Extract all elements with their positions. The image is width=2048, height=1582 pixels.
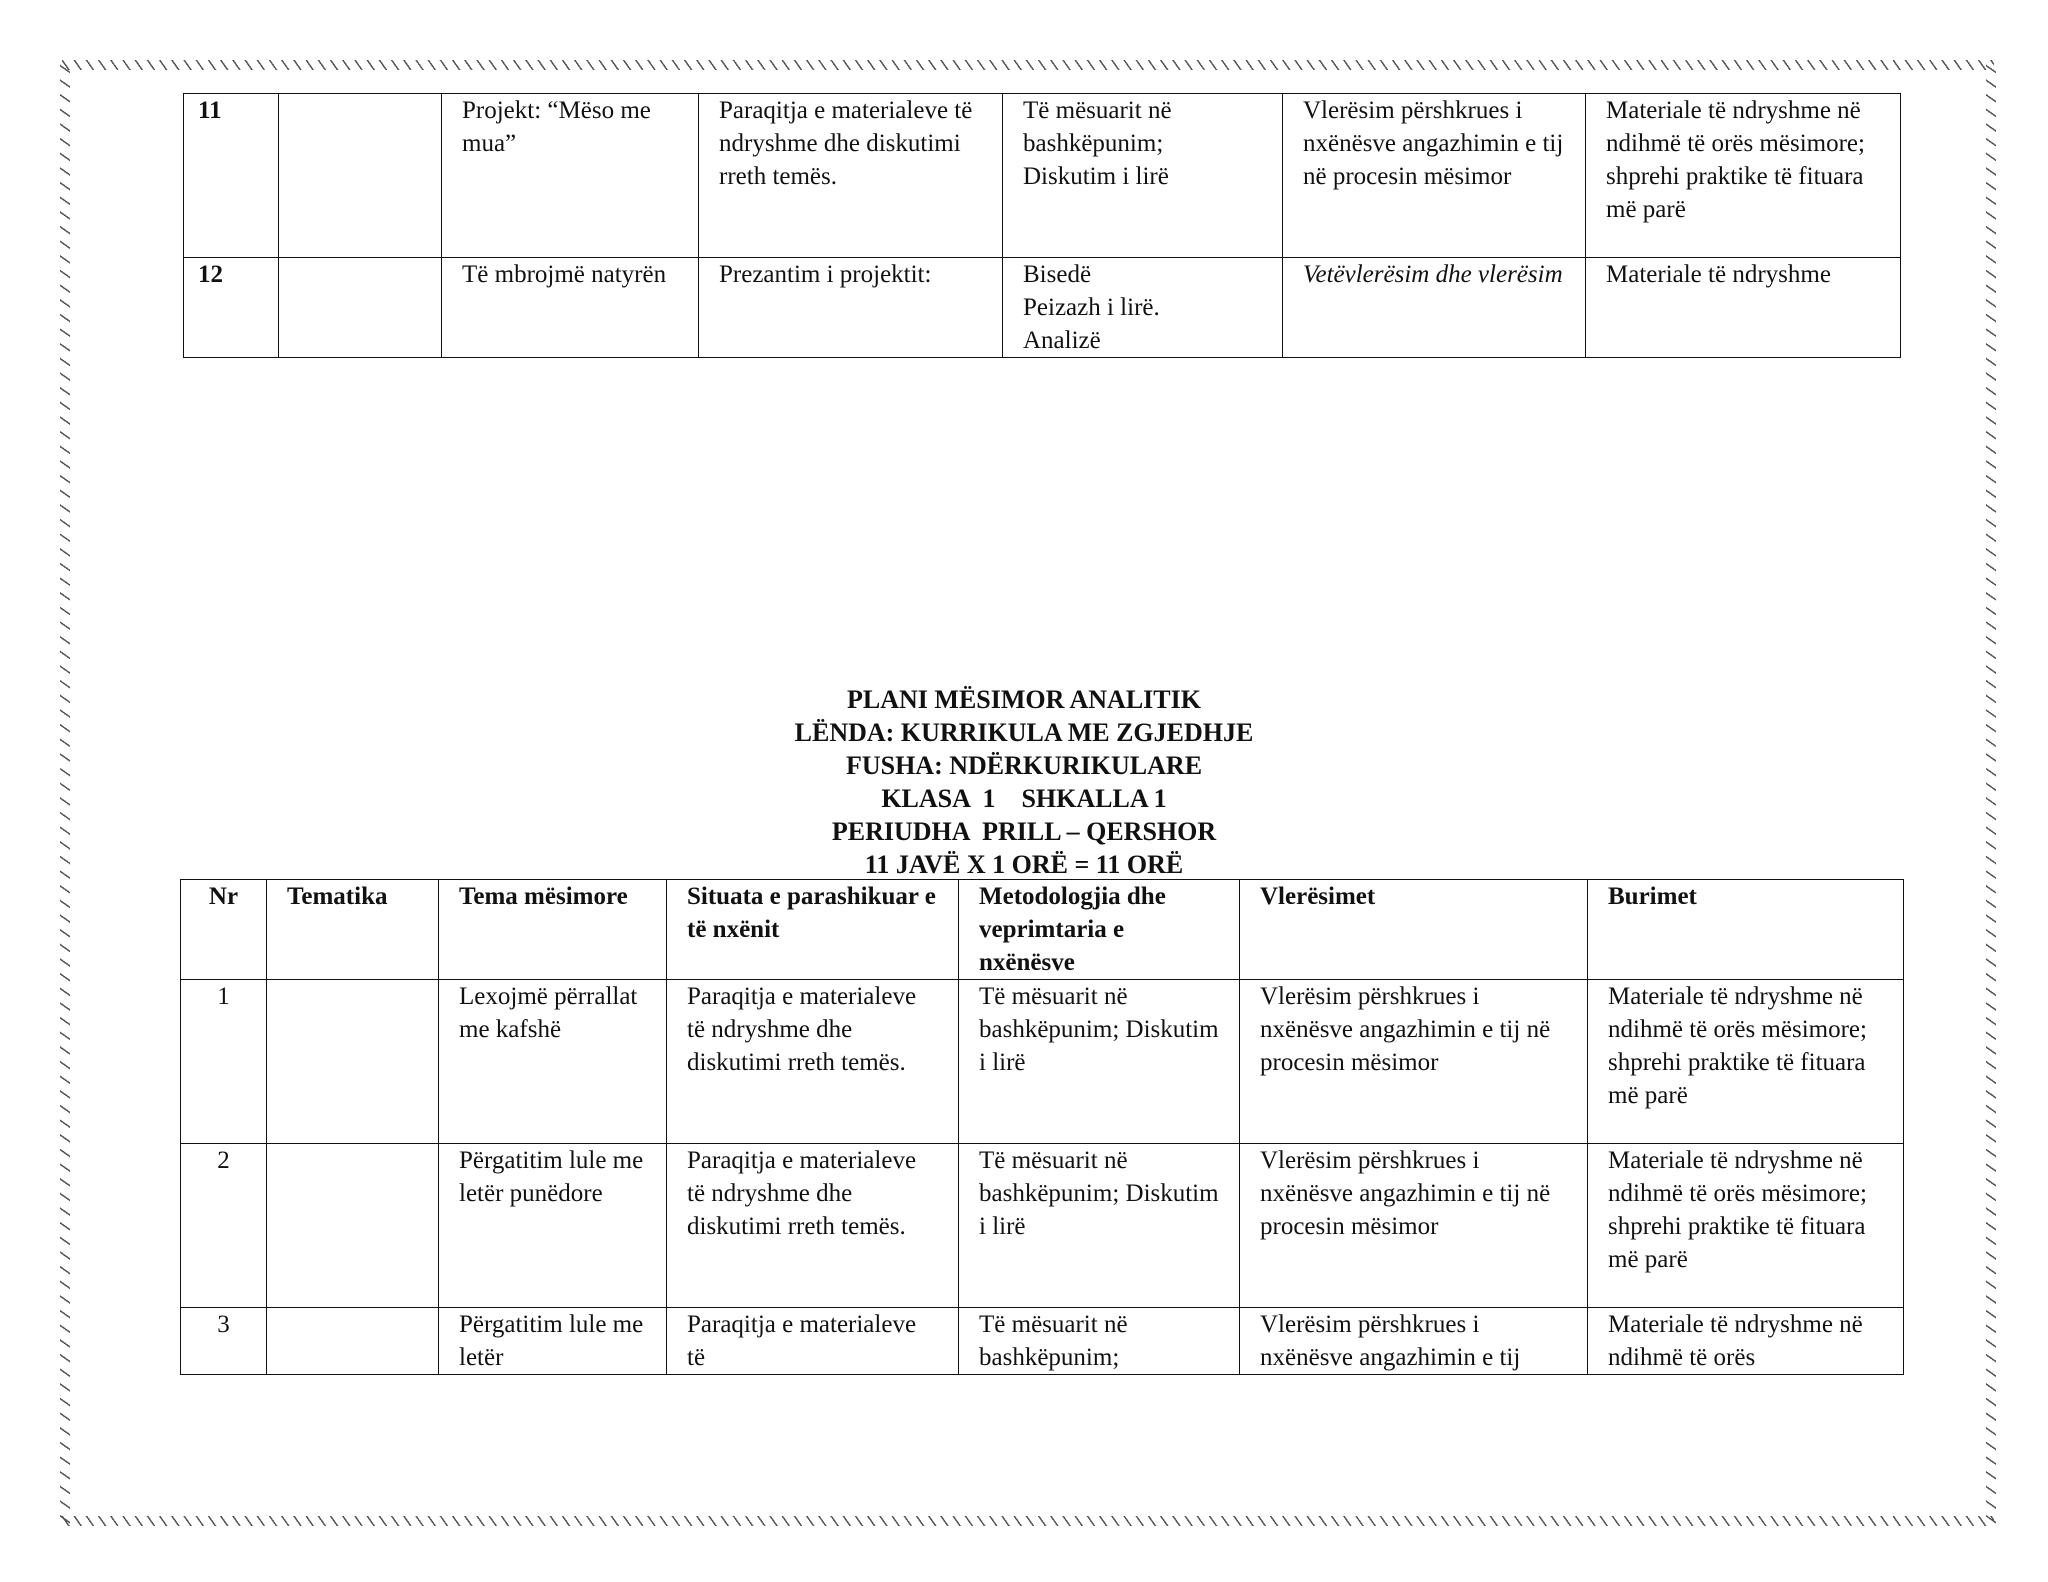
- situata-cell: Paraqitja e materialeve të: [667, 1308, 959, 1375]
- table-row: [184, 94, 1901, 258]
- tema-cell: Lexojmë përrallat me kafshë: [439, 980, 667, 1144]
- vleresimet-cell: Vlerësim përshkrues i nxënësve angazhimin e tij: [1240, 1308, 1588, 1375]
- vleresimet-cell: Vlerësim përshkrues i nxënësve angazhimin e tij në procesin mësimor: [1240, 980, 1588, 1144]
- row-number: 2: [181, 1144, 267, 1308]
- tema-cell: Të mbrojmë natyrën: [442, 258, 699, 358]
- heading-period: PERIUDHA PRILL – QERSHOR: [831, 817, 1217, 846]
- row-number: 1: [181, 980, 267, 1144]
- page-border-bottom: [62, 1516, 1994, 1526]
- row-number: 3: [181, 1308, 267, 1375]
- header-nr: Nr: [181, 880, 267, 980]
- metodologjia-line: Analizë: [1023, 327, 1101, 354]
- situata-cell: Paraqitja e materialeve të ndryshme dhe diskutimi rreth temës.: [699, 94, 1003, 258]
- burimet-cell: Materiale të ndryshme në ndihmë të orës mësimore; shprehi praktike të fituara më parë: [1588, 1144, 1904, 1308]
- header-tematika: Tematika: [267, 880, 439, 980]
- metodologjia-cell: Të mësuarit në bashkëpunim;: [959, 1308, 1240, 1375]
- row-number: 12: [184, 258, 279, 358]
- metodologjia-cell: [1003, 258, 1283, 358]
- tematika-cell: [279, 258, 442, 358]
- table-row: [181, 1308, 1904, 1375]
- header-tema: Tema mësimore: [439, 880, 667, 980]
- header-metodologjia: Metodologjia dhe veprimtaria e nxënësve: [959, 880, 1240, 980]
- page-border-top: [62, 60, 1994, 70]
- plan-heading: [0, 683, 2048, 881]
- metodologjia-line: Bisedë: [1023, 261, 1092, 288]
- metodologjia-cell: Të mësuarit në bashkëpunim; Diskutim i lirë: [1003, 94, 1283, 258]
- metodologjia-cell: Të mësuarit në bashkëpunim; Diskutim i lirë: [959, 980, 1240, 1144]
- row-number: 11: [184, 94, 279, 258]
- situata-cell: Prezantim i projektit:: [699, 258, 1003, 358]
- heading-title: PLANI MËSIMOR ANALITIK: [847, 685, 1201, 714]
- tema-cell: Përgatitim lule me letër: [439, 1308, 667, 1375]
- vleresimet-cell: Vetëvlerësim dhe vlerësim: [1283, 258, 1586, 358]
- table-row: [181, 1144, 1904, 1308]
- table-row: [184, 258, 1901, 358]
- continuation-table: [183, 93, 1901, 358]
- vleresimet-cell: Vlerësim përshkrues i nxënësve angazhimin e tij në procesin mësimor: [1283, 94, 1586, 258]
- metodologjia-cell: Të mësuarit në bashkëpunim; Diskutim i lirë: [959, 1144, 1240, 1308]
- tema-cell: Projekt: “Mëso me mua”: [442, 94, 699, 258]
- tema-cell: Përgatitim lule me letër punëdore: [439, 1144, 667, 1308]
- burimet-cell: Materiale të ndryshme në ndihmë të orës mësimore; shprehi praktike të fituara më parë: [1588, 980, 1904, 1144]
- vleresimet-cell: Vlerësim përshkrues i nxënësve angazhimin e tij në procesin mësimor: [1240, 1144, 1588, 1308]
- header-situata: Situata e parashikuar e të nxënit: [667, 880, 959, 980]
- situata-cell: Paraqitja e materialeve të ndryshme dhe diskutimi rreth temës.: [667, 1144, 959, 1308]
- heading-class: KLASA 1 SHKALLA 1: [881, 784, 1167, 813]
- header-vleresimet: Vlerësimet: [1240, 880, 1588, 980]
- tematika-cell: [267, 980, 439, 1144]
- heading-hours: 11 JAVË X 1 ORË = 11 ORË: [864, 850, 1184, 879]
- tematika-cell: [267, 1144, 439, 1308]
- burimet-cell: Materiale të ndryshme në ndihmë të orës mësimore; shprehi praktike të fituara më parë: [1586, 94, 1901, 258]
- header-burimet: Burimet: [1588, 880, 1904, 980]
- table-header-row: [181, 880, 1904, 980]
- heading-field: FUSHA: NDËRKURIKULARE: [845, 751, 1203, 780]
- tematika-cell: [279, 94, 442, 258]
- heading-subject: LËNDA: KURRIKULA ME ZGJEDHJE: [794, 718, 1254, 747]
- burimet-cell: Materiale të ndryshme në ndihmë të orës: [1588, 1308, 1904, 1375]
- metodologjia-line: Peizazh i lirë.: [1023, 294, 1160, 321]
- tematika-cell: [267, 1308, 439, 1375]
- table-row: [181, 980, 1904, 1144]
- situata-cell: Paraqitja e materialeve të ndryshme dhe diskutimi rreth temës.: [667, 980, 959, 1144]
- plan-table: [180, 879, 1904, 1375]
- burimet-cell: Materiale të ndryshme: [1586, 258, 1901, 358]
